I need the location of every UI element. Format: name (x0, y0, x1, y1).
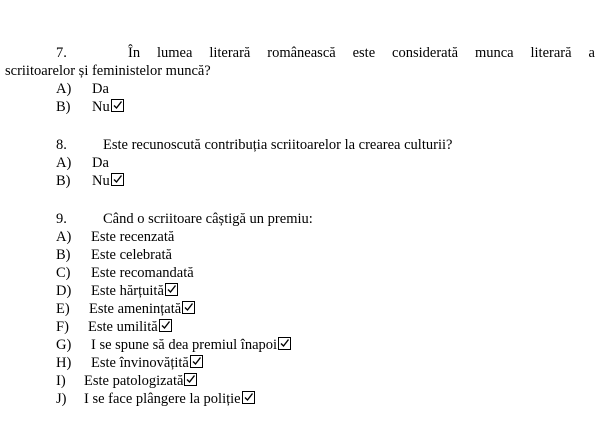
option-text: Da (92, 155, 109, 171)
question-7-number: 7. (56, 45, 67, 61)
option-letter: B) (56, 99, 71, 115)
option-letter: C) (56, 265, 71, 281)
option-letter: E) (56, 301, 70, 317)
option-letter: B) (56, 173, 71, 189)
option-text: Este celebrată (91, 247, 172, 263)
option-letter: J) (56, 391, 67, 407)
q7-word: considerată (392, 45, 459, 61)
question-8-number: 8. (56, 137, 67, 153)
option-text: Este învinovățită (91, 355, 189, 371)
option-letter: G) (56, 337, 72, 353)
option-letter: I) (56, 373, 66, 389)
option-row (84, 391, 255, 408)
checked-box-icon[interactable] (111, 99, 124, 112)
q7-word: literară (530, 45, 572, 61)
option-letter: A) (56, 81, 72, 97)
option-letter: A) (56, 229, 72, 245)
q7-word: literară (209, 45, 251, 61)
q7-word: lumea (156, 45, 193, 61)
q7-word: În (128, 45, 141, 61)
option-text: Nu (92, 173, 110, 189)
option-letter: A) (56, 155, 72, 171)
option-text: Este recomandată (91, 265, 194, 281)
q7-word: românească (267, 45, 336, 61)
option-text: I se spune să dea premiul înapoi (91, 337, 278, 353)
option-text: Este patologizată (84, 373, 184, 389)
option-text: I se face plângere la poliție (84, 391, 241, 407)
option-row (91, 355, 203, 372)
checked-box-icon[interactable] (182, 301, 195, 314)
option-row (91, 337, 291, 354)
checked-box-icon[interactable] (159, 319, 172, 332)
option-letter: B) (56, 247, 71, 263)
question-9-number: 9. (56, 211, 67, 227)
option-text: Este umilită (88, 319, 158, 335)
option-row (91, 283, 178, 300)
option-letter: D) (56, 283, 72, 299)
option-row (84, 373, 197, 390)
checked-box-icon[interactable] (111, 173, 124, 186)
checked-box-icon[interactable] (190, 355, 203, 368)
option-text: Este recenzată (91, 229, 175, 245)
option-text: Este hărțuită (91, 283, 164, 299)
question-8-text: Este recunoscută contribuția scriitoarelor la crearea culturii? (103, 137, 453, 153)
option-row (88, 319, 172, 336)
option-row (89, 301, 195, 318)
q7-word: este (352, 45, 376, 61)
option-row (92, 173, 124, 190)
option-text: Da (92, 81, 109, 97)
option-text: Este amenințată (89, 301, 182, 317)
option-letter: F) (56, 319, 69, 335)
option-text: Nu (92, 99, 110, 115)
option-row (92, 99, 124, 116)
option-letter: H) (56, 355, 72, 371)
checked-box-icon[interactable] (184, 373, 197, 386)
question-9-text: Când o scriitoare câștigă un premiu: (103, 211, 313, 227)
checked-box-icon[interactable] (165, 283, 178, 296)
q7-word: a (588, 45, 595, 61)
checked-box-icon[interactable] (242, 391, 255, 404)
question-7-text-line1 (128, 45, 595, 62)
question-7-text-line2: scriitoarelor și feministelor muncă? (5, 63, 211, 79)
q7-word: munca (474, 45, 514, 61)
checked-box-icon[interactable] (278, 337, 291, 350)
